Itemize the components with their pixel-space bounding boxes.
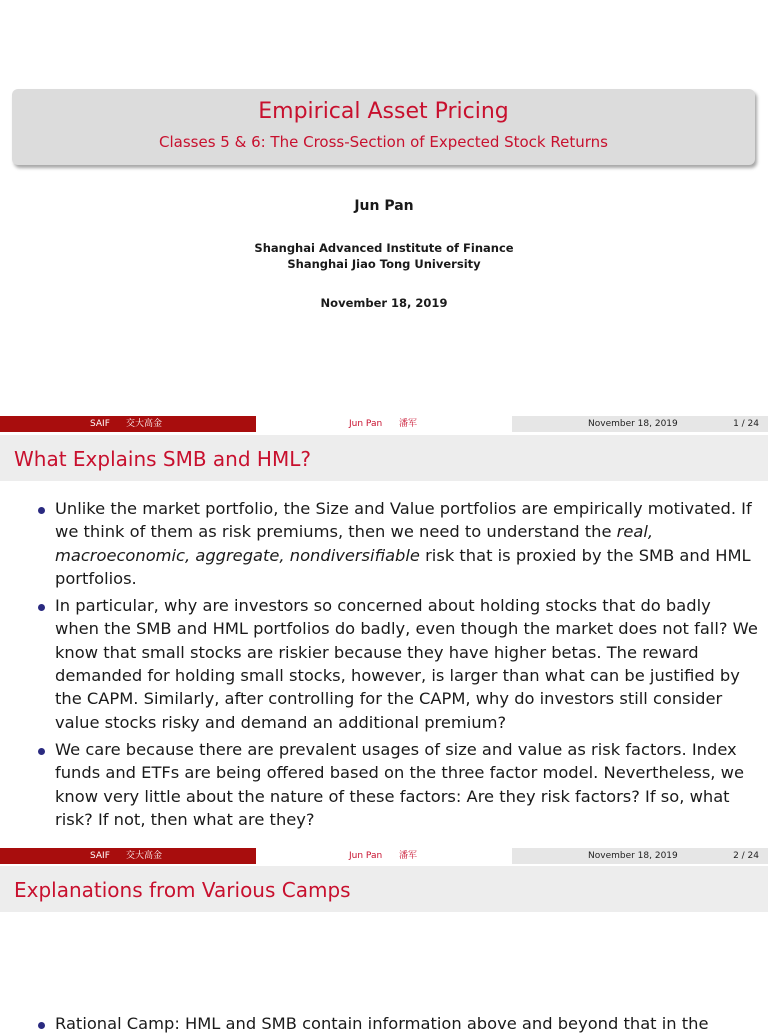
institute-line-2: Shanghai Jiao Tong University [287, 257, 481, 271]
footer-date: November 18, 2019 [588, 851, 678, 861]
slide-title: What Explains SMB and HML? [14, 447, 311, 471]
bullet-text: We care because there are prevalent usages of size and value as risk factors. Index funds and ETFs are being offered based on the three factor model. Nevertheless, we know very little about the nature of these factors: Are they risk factors? If so, what risk? If not, then what are they? [55, 739, 744, 829]
title-box [12, 89, 755, 165]
footer-author-cn: 潘军 [399, 851, 418, 861]
footer-inst-en: SAIF [90, 419, 110, 429]
slide-title: Explanations from Various Camps [14, 878, 351, 902]
bullet-text: Unlike the market portfolio, the Size and Value portfolios are empirically motivated. If we think of them as risk premiums, then we need to understand the [55, 499, 752, 542]
footer-author-en: Jun Pan [349, 419, 383, 429]
slide-footer [0, 416, 768, 432]
bullet-text: risk that is proxied by the SMB and HML portfolios. [55, 545, 751, 588]
list-item [38, 738, 758, 831]
footer-institute [0, 848, 256, 864]
slide-title-bar [0, 435, 768, 481]
footer-inst-en: SAIF [90, 851, 110, 861]
footer-author-cn: 潘军 [399, 419, 418, 429]
bullet-icon [38, 604, 45, 611]
slide-title-bar [0, 866, 768, 912]
footer-date-page [512, 416, 768, 432]
footer-page-number: 2 / 24 [733, 851, 759, 861]
footer-date: November 18, 2019 [588, 419, 678, 429]
bullet-emphasis: real, macroeconomic, aggregate, nondiversifiable [55, 522, 654, 565]
footer-author [256, 416, 512, 432]
footer-author [256, 848, 512, 864]
presentation-date: November 18, 2019 [320, 296, 448, 310]
footer-page-number: 1 / 24 [733, 419, 759, 429]
list-item [38, 497, 758, 590]
footer-institute [0, 416, 256, 432]
author-name: Jun Pan [354, 198, 414, 214]
list-item [38, 594, 758, 734]
institute [0, 240, 768, 272]
bullet-icon [38, 748, 45, 755]
presentation-subtitle: Classes 5 & 6: The Cross-Section of Expected Stock Returns [159, 133, 608, 151]
footer-date-page [512, 848, 768, 864]
footer-inst-cn: 交大高金 [126, 851, 163, 861]
footer-inst-cn: 交大高金 [126, 419, 163, 429]
bullet-text: Rational Camp: HML and SMB contain information above and beyond that in the [55, 1014, 709, 1033]
presentation-title: Empirical Asset Pricing [258, 99, 509, 124]
institute-line-1: Shanghai Advanced Institute of Finance [254, 241, 514, 255]
bullet-icon [38, 507, 45, 514]
footer-author-en: Jun Pan [349, 851, 383, 861]
bullet-icon [38, 1022, 45, 1029]
bullet-text: In particular, why are investors so concerned about holding stocks that do badly when the SMB and HML portfolios do badly, even though the market does not fall? We know that small stocks are riskier because they have higher betas. The reward demanded for holding small stocks, however, is larger than what can be justified by the CAPM. Similarly, after controlling for the CAPM, why do investors still consider value stocks risky and demand an additional premium? [55, 596, 758, 732]
bullet-list [38, 497, 758, 835]
slide-footer [0, 848, 768, 864]
